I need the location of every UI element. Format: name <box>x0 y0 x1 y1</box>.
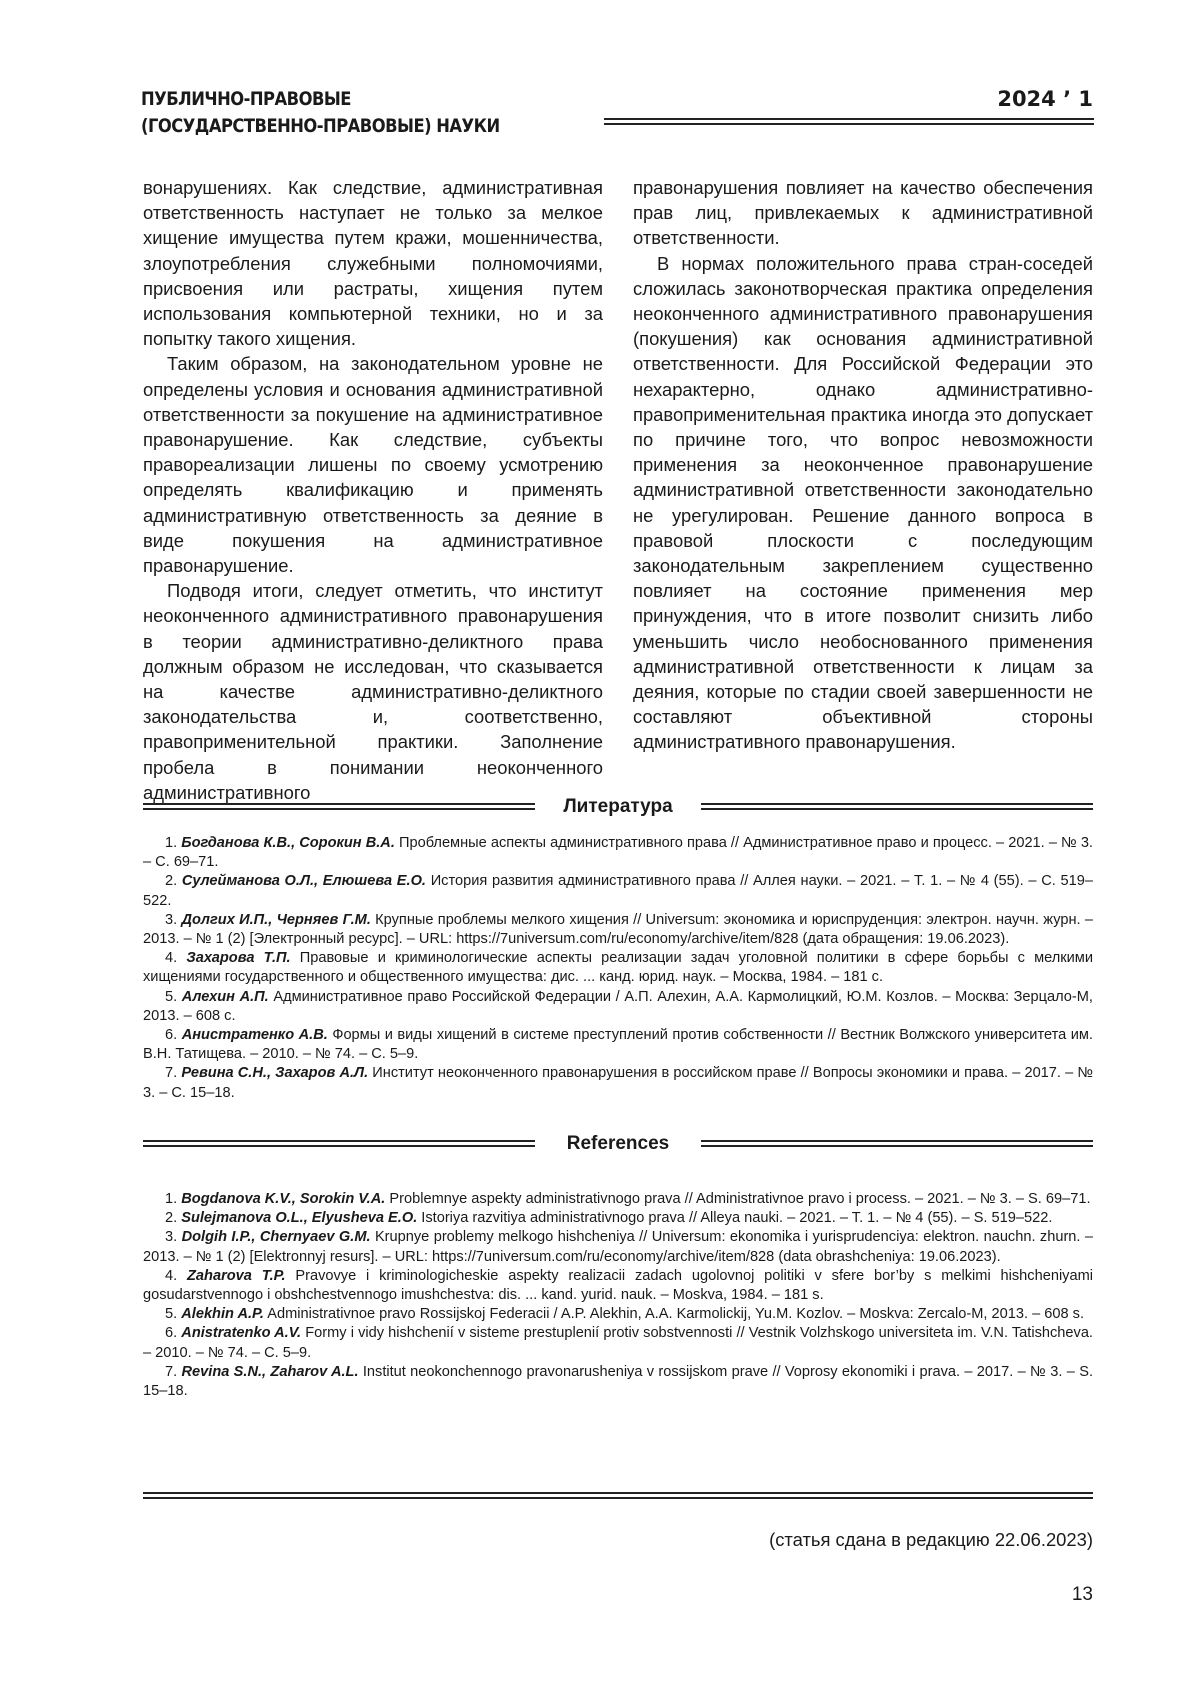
journal-section-line-2: (ГОСУДАРСТВЕННО-ПРАВОВЫЕ) НАУКИ <box>141 115 500 137</box>
literature-title: Литература <box>563 796 673 817</box>
reference-item: 7. Revina S.N., Zaharov A.L. Institut neokonchennogo pravonarusheniya v rossijskom prave // Voprosy ekonomiki i prava. – 2017. – № 3. – S. 15–18. <box>143 1363 1093 1400</box>
literature-list <box>143 834 1093 1103</box>
footer-divider <box>143 1492 1093 1499</box>
literature-item: 1. Богданова К.В., Сорокин В.А. Проблемные аспекты административного права // Административное право и процесс. – 2021. – № 3. – С. 69–71. <box>143 835 1093 871</box>
heading-rule-left <box>143 1140 535 1147</box>
right-column <box>633 175 1093 755</box>
literature-heading <box>143 795 1093 819</box>
header-divider <box>604 118 1094 125</box>
reference-item: 1. Bogdanova K.V., Sorokin V.A. Problemnye aspekty administrativnogo prava // Administrativnoe pravo i process. – 2021. – № 3. – S. 69–71. <box>165 1191 1091 1207</box>
literature-item: 2. Сулейманова О.Л., Елюшева Е.О. История развития административного права // Аллея науки. – 2021. – Т. 1. – № 4 (55). – С. 519–522. <box>143 873 1093 909</box>
reference-item: 6. Anistratenko A.V. Formy i vidy hishchenií v sisteme prestuplenií protiv sobstvennosti // Vestnik Volzhskogo universiteta im. V.N. Tatishcheva. – 2010. – № 74. – C. 5–9. <box>143 1325 1093 1361</box>
heading-rule-right <box>701 1140 1093 1147</box>
reference-item: 3. Dolgih I.P., Chernyaev G.M. Krupnye problemy melkogo hishcheniya // Universum: ekonomika i yurisprudenciya: elektron. nauchn. zhurn. – 2013. – № 1 (2) [Elektronnyj resurs]. – URL: https://7universum.com/ru/economy/archive/item/828 (data obrashcheniya: 19.06.2023). <box>143 1229 1094 1265</box>
heading-rule-left <box>143 803 535 810</box>
references-list <box>143 1190 1093 1401</box>
references-heading <box>143 1132 1093 1156</box>
literature-item: 3. Долгих И.П., Черняев Г.М. Крупные проблемы мелкого хищения // Universum: экономика и юриспруденция: электрон. научн. журн. – 2013. – № 1 (2) [Электронный ресурс]. – URL: https://7universum.com/ru/economy/archive/item/828 (дата обращения: 19.06.2023). <box>143 911 1093 948</box>
submission-date-note: (статья сдана в редакцию 22.06.2023) <box>769 1529 1093 1550</box>
literature-item: 6. Анистратенко А.В. Формы и виды хищений в системе преступлений против собственности // Вестник Волжского университета им. В.Н. Татищева. – 2010. – № 74. – С. 5–9. <box>143 1027 1093 1063</box>
literature-item: 4. Захарова Т.П. Правовые и криминологические аспекты реализации задач уголовной политики в сфере борьбы с мелкими хищениями государственного и общественного имущества: дис. ... канд. юрид. наук. – Москва, 1984. – 181 с. <box>143 950 1093 986</box>
reference-item: 4. Zaharova T.P. Pravovye i kriminologicheskie aspekty realizacii zadach ugolovnoj politiki v sfere bor’by s melkimi hishcheniyami gosudarstvennogo i obshchestvennogo imushchestva: dis. ... kand. yurid. nauk. – Moskva, 1984. – 181 s. <box>143 1267 1093 1304</box>
literature-item: 5. Алехин А.П. Административное право Российской Федерации / А.П. Алехин, А.А. Кармолицкий, Ю.М. Козлов. – Москва: Зерцало-М, 2013. – 608 с. <box>143 988 1093 1024</box>
paragraph: правонарушения повлияет на качество обеспечения прав лиц, привлекаемых к административной ответственности. <box>633 177 1093 249</box>
paragraph: вонарушениях. Как следствие, административная ответственность наступает не только за мелкое хищение имущества путем кражи, мошенничества, злоупотребления служебными полномочиями, присвоения или растраты, хищения путем использования компьютерной техники, но и за попытку такого хищения. <box>143 177 603 350</box>
heading-rule-right <box>701 803 1093 810</box>
references-title: References <box>566 1133 670 1154</box>
journal-section-line-1: ПУБЛИЧНО-ПРАВОВЫЕ <box>141 88 351 110</box>
journal-section-title <box>141 86 502 140</box>
page-number: 13 <box>1071 1584 1093 1605</box>
reference-item: 2. Sulejmanova O.L., Elyusheva E.O. Istoriya razvitiya administrativnogo prava // Alleya nauki. – 2021. – T. 1. – № 4 (55). – S. 519–522. <box>165 1210 1053 1227</box>
reference-item: 5. Alekhin A.P. Administrativnoe pravo Rossijskoj Federacii / A.P. Alekhin, A.A. Karmolickij, Yu.M. Kozlov. – Moskva: Zercalo-M, 2013. – 608 s. <box>165 1306 1085 1323</box>
article-body <box>143 175 1093 803</box>
left-column <box>143 175 603 805</box>
paragraph: Подводя итоги, следует отметить, что институт неоконченного административного правонарушения в теории административно-деликтного права должным образом не исследован, что сказывается на качестве административно-деликтного законодательства и, соответственно, правоприменительной практики. Заполнение пробела в понимании неоконченного административного <box>143 580 603 803</box>
paragraph: Таким образом, на законодательном уровне не определены условия и основания административной ответственности за покушение на административное правонарушение. Как следствие, субъекты правореализации лишены по своему усмотрению определять квалификацию и применять административную ответственность за деяние в виде покушения на административное правонарушение. <box>143 353 603 577</box>
literature-item: 7. Ревина С.Н., Захаров А.Л. Институт неоконченного правонарушения в российском праве // Вопросы экономики и права. – 2017. – № 3. – С. 15–18. <box>143 1065 1094 1101</box>
paragraph: В нормах положительного права стран-соседей сложилась законотворческая практика определения неоконченного административного правонарушения (покушения) как основания административной ответственности. Для Российской Федерации это нехарактерно, однако административно-правоприменительная практика иногда это допускает по причине того, что вопрос невозможности применения за неоконченное правонарушение административной ответственности законодательно не урегулирован. Решение данного вопроса в правовой плоскости с последующим законодательным закреплением существенно повлияет на состояние применения мер принуждения, что в итоге позволит снизить либо уменьшить число необоснованного применения административной ответственности к лицам за деяния, которые по стадии своей завершенности не составляют объективной стороны административного правонарушения. <box>633 252 1093 753</box>
issue-number: 2024 ’ 1 <box>997 87 1093 111</box>
